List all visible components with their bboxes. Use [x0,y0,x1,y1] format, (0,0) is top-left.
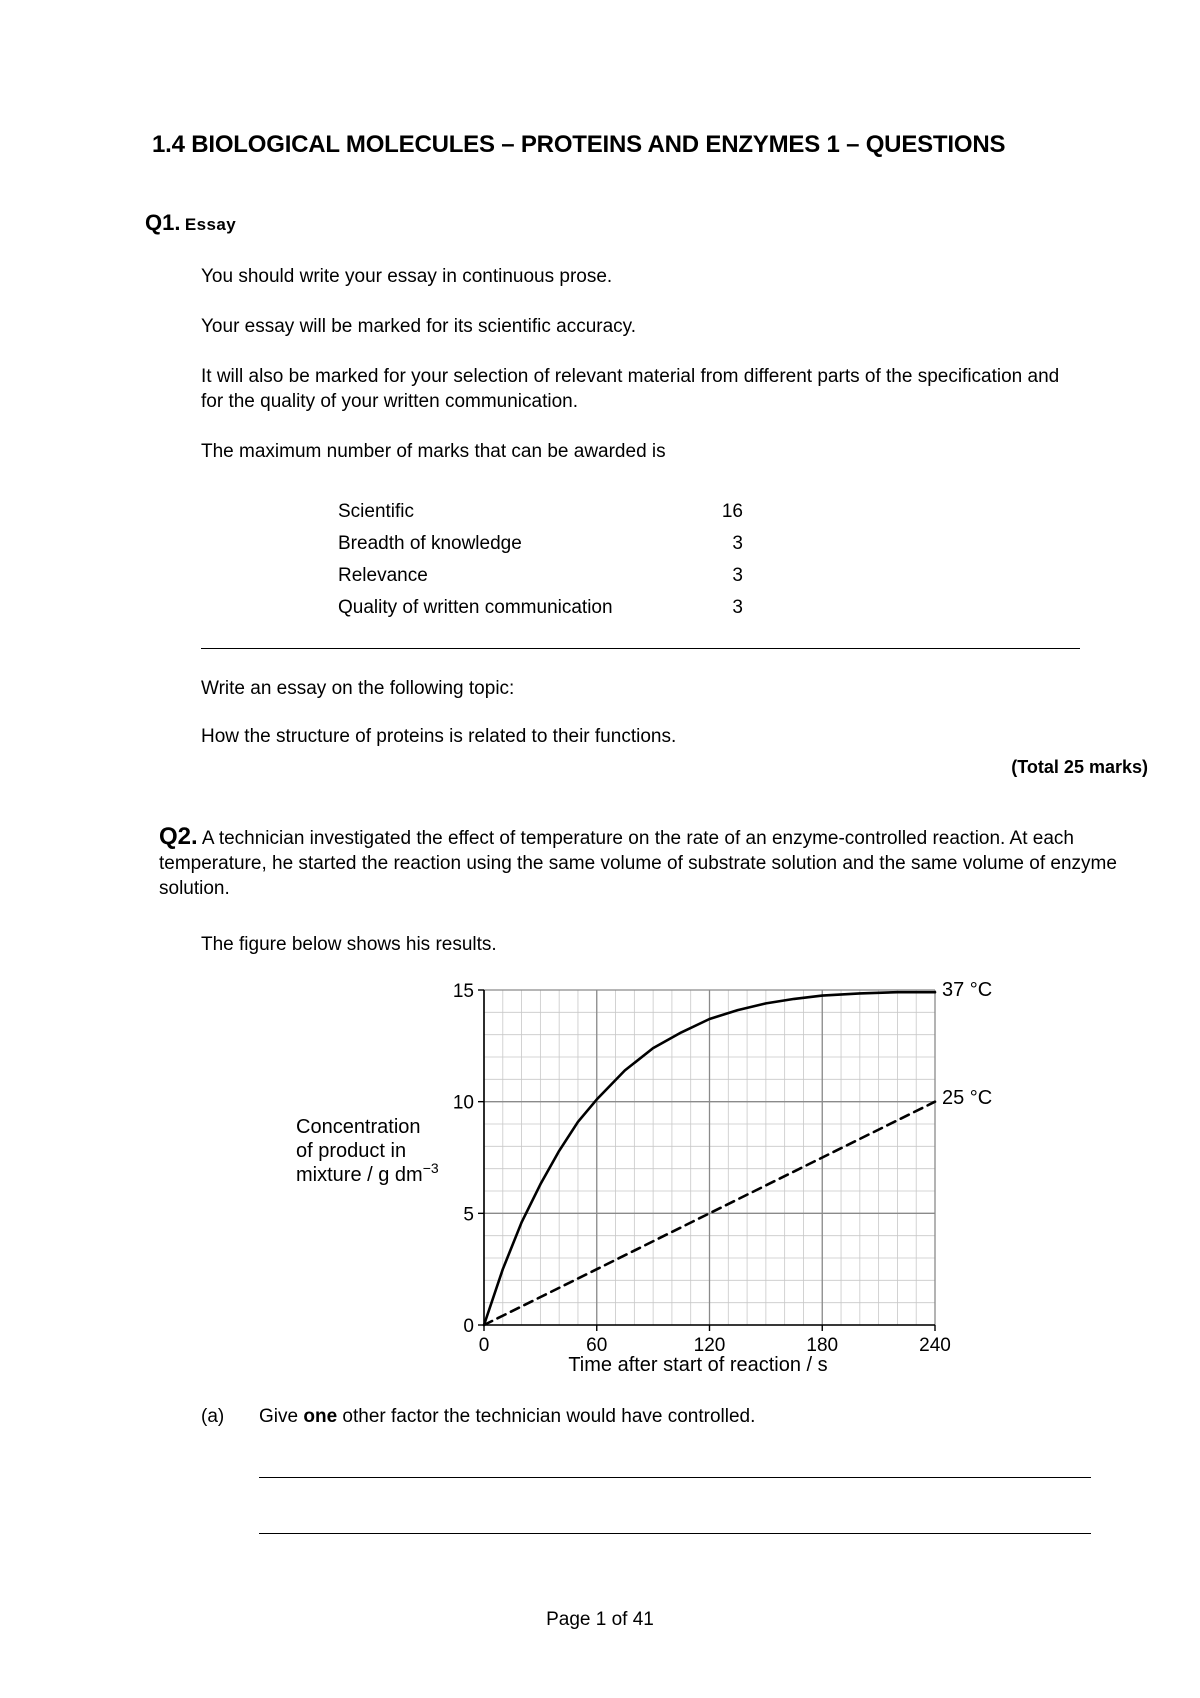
y-label-line-1: Concentration [296,1116,421,1138]
y-tick-label: 5 [463,1204,474,1226]
chart-major-grid [484,990,935,1325]
answer-line[interactable] [259,1477,1091,1478]
marks-value: 3 [732,597,743,618]
q1-paragraph-2: Your essay will be marked for its scientific accuracy. [201,316,637,337]
page-title: 1.4 BIOLOGICAL MOLECULES – PROTEINS AND ENZYMES 1 – QUESTIONS [152,131,1006,158]
q1-total-marks: (Total 25 marks) [1011,757,1148,777]
series-label-37: 37 °C [942,979,993,1001]
answer-line[interactable] [259,1533,1091,1534]
q1-instruction: Write an essay on the following topic: [201,678,515,699]
x-axis-label: Time after start of reaction / s [568,1354,828,1376]
x-tick-label: 240 [919,1335,951,1356]
y-label-main: mixture / g dm [296,1164,423,1186]
y-tick-label: 0 [463,1316,474,1337]
part-a-label: (a) [201,1406,225,1427]
q2-number: Q2. [159,823,198,850]
q1-paragraph-1: You should write your essay in continuous prose. [201,266,613,287]
y-label-line-2: of product in [296,1140,407,1162]
marks-value: 16 [721,501,743,522]
q1-paragraph-3: It will also be marked for your selection of relevant material from different parts of the specification and for the quality of your written communication. [201,366,1060,412]
y-tick-label: 15 [452,981,474,1002]
chart-y-axis-label [296,1116,439,1186]
y-label-superscript: −3 [422,1160,439,1176]
q1-topic: How the structure of proteins is related to their functions. [201,726,677,747]
x-tick-label: 0 [478,1335,490,1356]
q2-intro-text: A technician investigated the effect of temperature on the rate of an enzyme-controlled reaction. At each temperature, he started the reaction using the same volume of substrate solution and the same volume of enzyme solution. [159,828,1117,899]
x-tick-label: 120 [693,1335,726,1356]
part-a-text-after: other factor the technician would have controlled. [337,1406,756,1427]
part-a-text-before: Give [259,1406,304,1427]
y-tick-label: 10 [452,1092,474,1114]
marks-criterion: Scientific [338,501,415,522]
marks-criterion: Breadth of knowledge [338,533,522,554]
page-number: Page 1 of 41 [546,1609,654,1630]
series-label-25: 25 °C [942,1087,993,1109]
part-a-text [259,1406,755,1428]
x-tick-label: 60 [586,1335,608,1356]
q1-paragraph-4: The maximum number of marks that can be awarded is [201,441,666,462]
marks-criterion: Quality of written communication [338,597,613,618]
chart-axes [478,990,935,1331]
q1-label: Essay [184,215,237,234]
y-label-line-3 [296,1160,439,1186]
marks-value: 3 [732,565,743,586]
part-a-text-bold: one [303,1406,338,1427]
x-tick-label: 180 [806,1335,839,1356]
q1-number: Q1. [145,210,181,235]
marks-value: 3 [732,533,743,554]
figure-caption: The figure below shows his results. [201,934,497,955]
marks-criterion: Relevance [338,565,428,586]
